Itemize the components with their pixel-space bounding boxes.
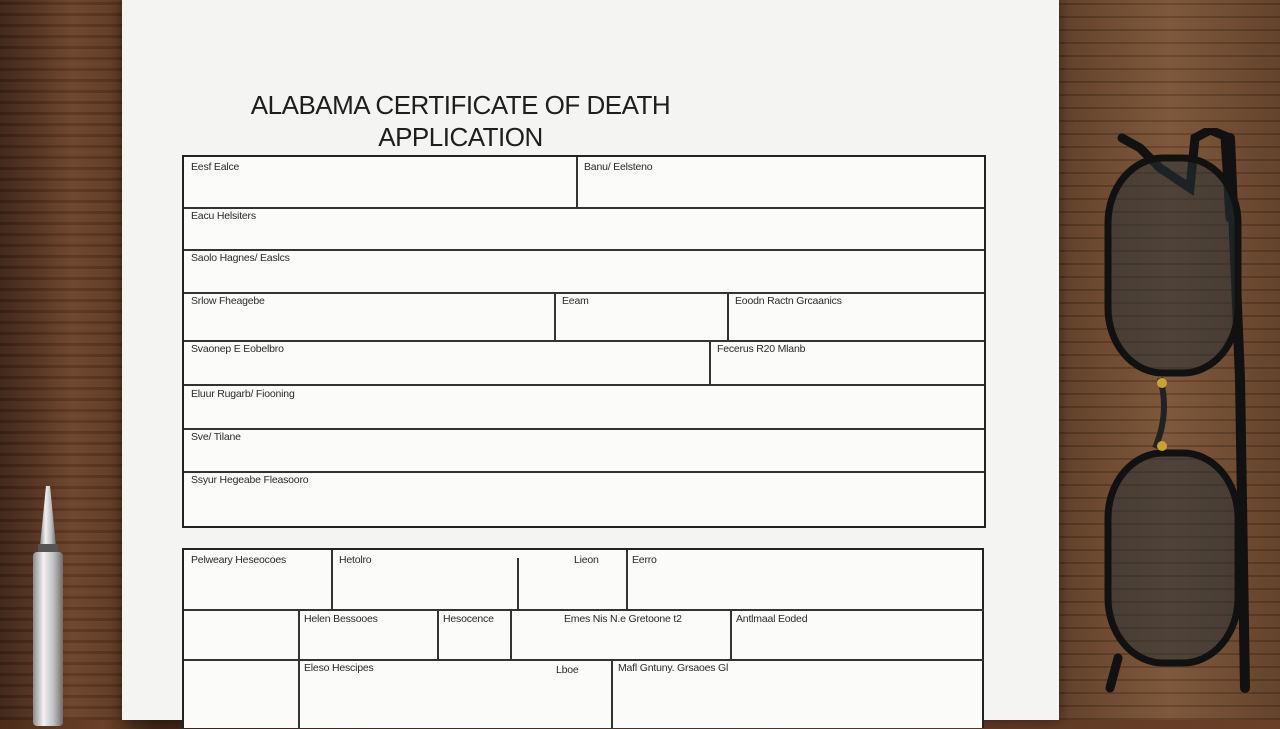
- field-label: Fecerus R20 Mlanb: [717, 343, 806, 355]
- field-label: Lboe: [556, 664, 579, 676]
- form-divider: [727, 292, 729, 340]
- form-section-bottom: [182, 548, 984, 728]
- field-label: Eeam: [562, 295, 589, 307]
- field-label: Banu/ Eelsteno: [584, 161, 653, 173]
- field-label: Svaonep E Eobelbro: [191, 343, 284, 355]
- form-rule: [184, 428, 984, 430]
- form-divider: [437, 609, 439, 659]
- form-rule: [184, 292, 984, 294]
- field-label: Eoodn Ractn Grcaanics: [735, 295, 842, 307]
- form-rule: [184, 207, 984, 209]
- form-divider: [298, 609, 300, 729]
- field-label: Mafl Gntuny. Grsaoes Gl: [618, 662, 729, 674]
- form-divider: [576, 157, 578, 207]
- field-label: Pelweary Heseocoes: [191, 554, 287, 566]
- document-subtitle: APPLICATION: [378, 122, 543, 152]
- form-rule: [184, 340, 984, 342]
- document-title: ALABAMA CERTIFICATE OF DEATH: [250, 90, 671, 120]
- field-label: Saolo Hagnes/ Easlcs: [191, 252, 290, 264]
- form-divider: [517, 558, 519, 609]
- field-label: Eacu Helsiters: [191, 210, 256, 222]
- field-label: Eleso Hescipes: [304, 662, 374, 674]
- eyeglasses-icon: [1100, 128, 1260, 703]
- form-rule: [184, 384, 984, 386]
- form-section-top: [182, 155, 986, 528]
- field-label: Antlmaal Eoded: [736, 613, 808, 625]
- field-label: Hesocence: [443, 613, 494, 625]
- field-label: Lieon: [574, 554, 599, 566]
- form-divider: [510, 609, 512, 659]
- field-label: Hetolro: [339, 554, 372, 566]
- pen-icon: [28, 486, 68, 726]
- field-label: Helen Bessooes: [304, 613, 378, 625]
- form-divider: [730, 609, 732, 659]
- field-label: Emes Nis N.e Gretoone t2: [564, 613, 682, 625]
- field-label: Srlow Fheagebe: [191, 295, 265, 307]
- form-divider: [626, 550, 628, 609]
- form-divider: [331, 550, 333, 609]
- form-divider: [554, 292, 556, 340]
- application-paper: [122, 0, 1059, 720]
- field-label: Sve/ Tilane: [191, 431, 241, 443]
- field-label: Eluur Rugarb/ Fiooning: [191, 388, 295, 400]
- field-label: Ssyur Hegeabe Fleasooro: [191, 474, 309, 486]
- form-rule: [184, 609, 984, 611]
- form-rule: [184, 249, 984, 251]
- form-divider: [611, 659, 613, 729]
- field-label: Eesf Ealce: [191, 161, 240, 173]
- form-rule: [184, 471, 984, 473]
- form-rule: [184, 659, 984, 661]
- field-label: Eerro: [632, 554, 657, 566]
- form-divider: [709, 340, 711, 384]
